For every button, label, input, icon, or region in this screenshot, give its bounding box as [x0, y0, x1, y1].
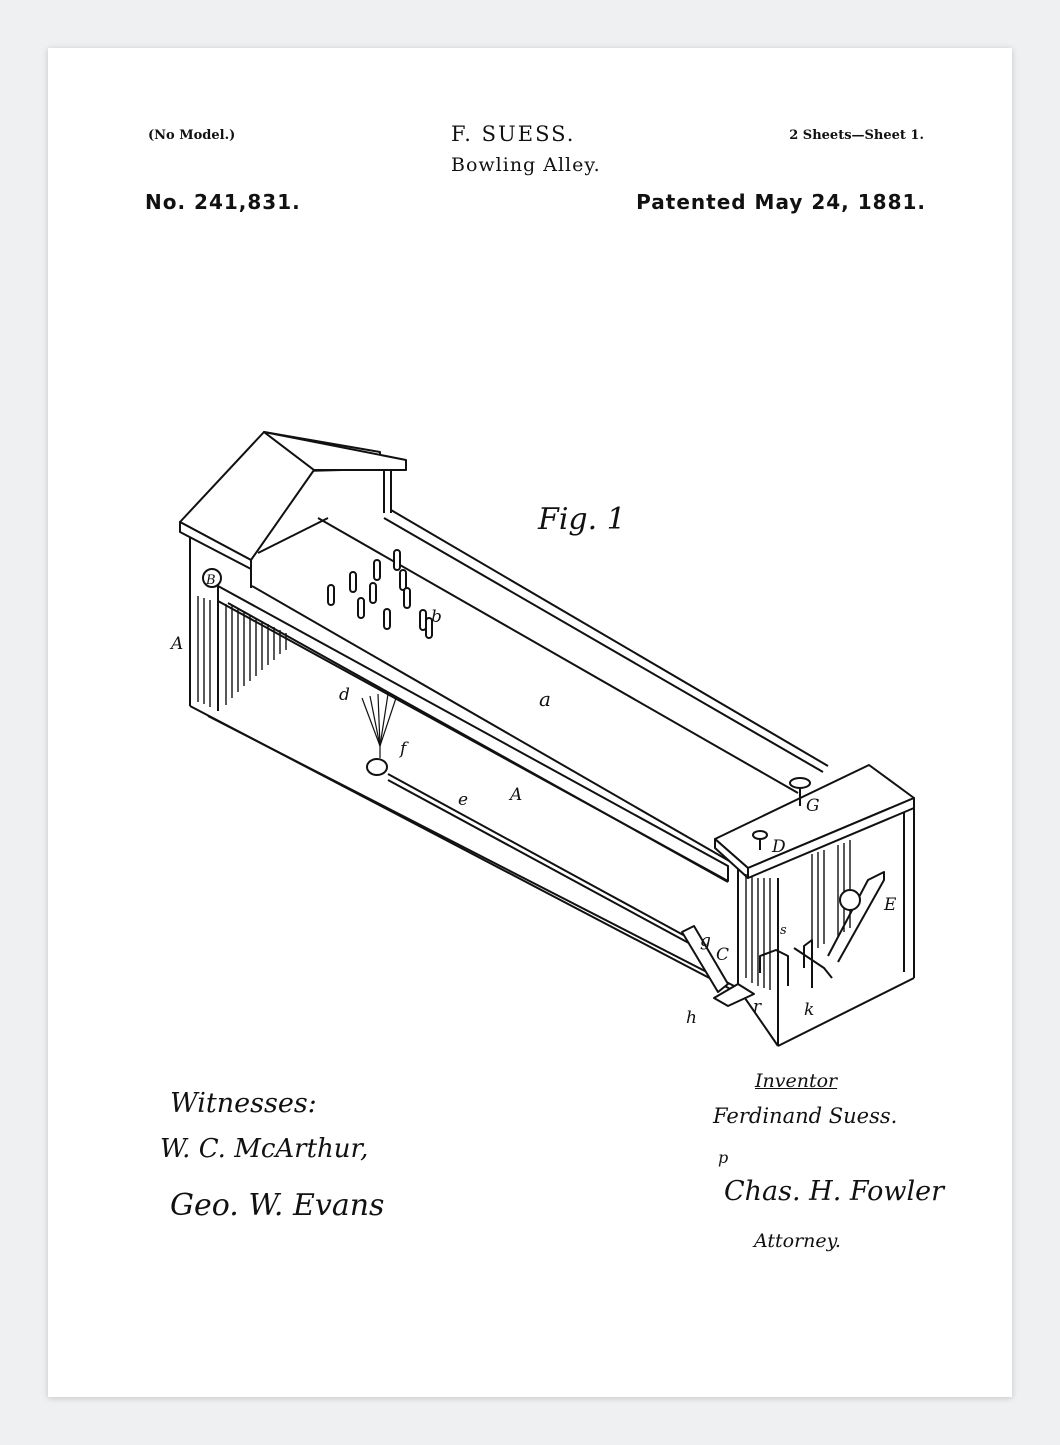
alley-box — [190, 510, 828, 993]
letter-G: G — [806, 796, 820, 816]
letter-E: E — [884, 895, 897, 915]
figure-label: Fig. 1 — [538, 502, 626, 537]
header-inventor: F. SUESS. — [451, 122, 576, 146]
bowling-pins — [328, 550, 432, 638]
pin-cords — [362, 694, 396, 758]
witness-signature-2: Geo. W. Evans — [170, 1188, 385, 1223]
inventor-signature: Ferdinand Suess. — [713, 1104, 898, 1128]
witnesses-label: Witnesses: — [170, 1088, 317, 1119]
patent-title: Bowling Alley. — [451, 154, 601, 176]
patent-sheet — [48, 48, 1012, 1397]
letter-B: B — [206, 573, 216, 588]
patent-number: No. 241,831. — [145, 190, 301, 214]
no-model-note: (No Model.) — [148, 128, 236, 143]
letter-A2: A — [510, 785, 523, 805]
letter-r: r — [753, 997, 762, 1017]
patent-date: Patented May 24, 1881. — [636, 190, 926, 214]
attorney-signature: Chas. H. Fowler — [724, 1176, 945, 1207]
witness-signature-1: W. C. McArthur, — [160, 1134, 369, 1164]
letter-k: k — [804, 1000, 815, 1020]
letter-A: A — [171, 634, 184, 654]
letter-h: h — [686, 1008, 697, 1028]
letter-D: D — [772, 837, 786, 857]
letter-a: a — [539, 687, 551, 711]
letter-b: b — [431, 607, 442, 627]
inventor-label: Inventor — [755, 1070, 838, 1092]
letter-s: s — [780, 923, 787, 938]
per-mark: p — [718, 1148, 729, 1167]
letter-e: e — [458, 790, 469, 810]
letter-C: C — [716, 945, 730, 965]
attorney-label: Attorney. — [754, 1230, 841, 1252]
sheet-count: 2 Sheets—Sheet 1. — [789, 128, 924, 143]
letter-g: g — [700, 931, 711, 951]
letter-f: f — [400, 739, 407, 759]
letter-d: d — [339, 685, 350, 705]
